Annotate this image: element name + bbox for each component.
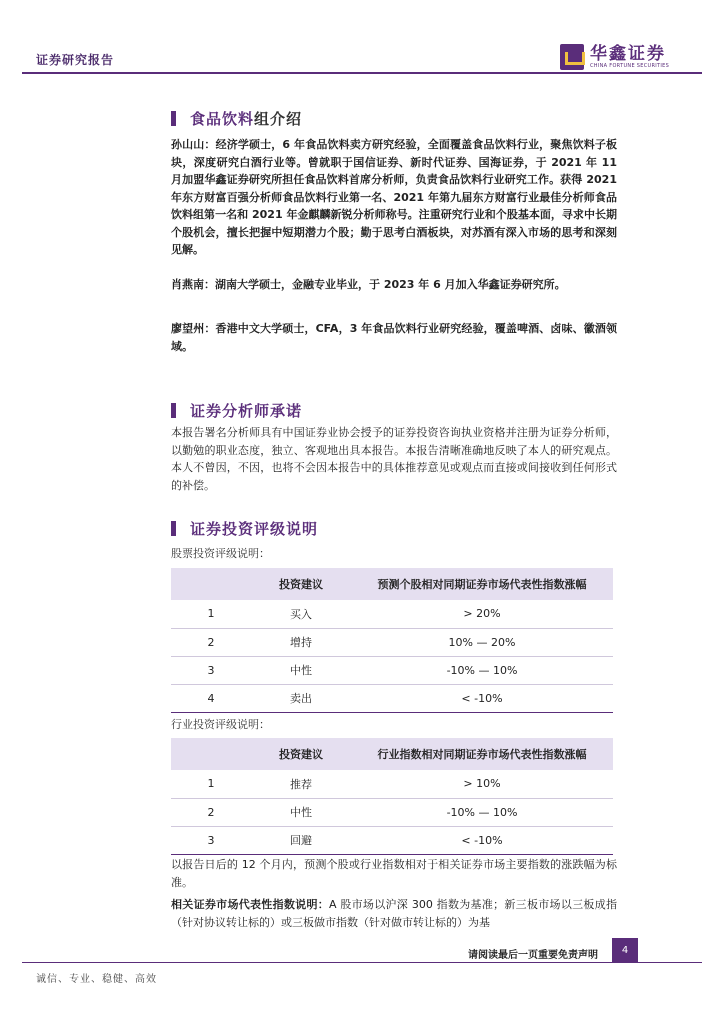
rating-section-heading bbox=[171, 518, 318, 539]
disclaimer-notice: 请阅读最后一页重要免责声明 bbox=[468, 950, 598, 961]
index-label: 相关证券市场代表性指数说明： bbox=[171, 898, 330, 911]
table-cell: 1 bbox=[171, 600, 251, 628]
stock-rating-label: 股票投资评级说明： bbox=[171, 547, 270, 560]
section-marker bbox=[171, 521, 176, 536]
rating-note: 以报告日后的 12 个月内，预测个股或行业指数相对于相关证券市场主要指数的涨跌幅为标准。 bbox=[171, 858, 617, 889]
index-description bbox=[171, 896, 617, 931]
table-cell: 2 bbox=[171, 798, 251, 826]
table-cell: 中性 bbox=[251, 656, 351, 684]
industry-rating-label: 行业投资评级说明： bbox=[171, 718, 270, 731]
member-name-3: 廖望州： bbox=[171, 322, 216, 335]
report-type-label: 证券研究报告 bbox=[36, 53, 115, 67]
table-row bbox=[171, 798, 613, 826]
table-cell: 1 bbox=[171, 770, 251, 798]
page-number: 4 bbox=[612, 938, 638, 962]
member-name-1: 孙山山： bbox=[171, 138, 216, 151]
table-cell: 增持 bbox=[251, 628, 351, 656]
team-title-part1: 食品饮料 bbox=[190, 110, 255, 128]
logo-en-text: CHINA FORTUNE SECURITIES bbox=[590, 62, 670, 69]
table-header-row bbox=[171, 568, 613, 600]
member-bio-2 bbox=[171, 276, 617, 294]
member-text-2: 湖南大学硕士，金融专业毕业，于 2023 年 6 月加入华鑫证券研究所。 bbox=[215, 278, 566, 291]
table-header-cell: 行业指数相对同期证券市场代表性指数涨幅 bbox=[351, 738, 613, 770]
team-title-part2: 组介绍 bbox=[254, 110, 303, 128]
team-section-heading bbox=[171, 108, 302, 129]
section-marker bbox=[171, 111, 176, 126]
commitment-title: 证券分析师承诺 bbox=[190, 402, 303, 420]
table-row bbox=[171, 628, 613, 656]
commitment-text: 本报告署名分析师具有中国证券业协会授予的证券投资咨询执业资格并注册为证券分析师，以勤勉的职业态度，独立、客观地出具本报告。本报告清晰准确地反映了本人的研究观点。本人不曾因，不因，也将不会因本报告中的具体推荐意见或观点而直接或间接收到任何形式的补偿。 bbox=[171, 426, 617, 492]
table-cell: 回避 bbox=[251, 826, 351, 854]
table-cell: -10% — 10% bbox=[351, 798, 613, 826]
member-name-2: 肖燕南： bbox=[171, 278, 215, 291]
table-cell: 推荐 bbox=[251, 770, 351, 798]
logo-cn-text: 华鑫证券 bbox=[590, 43, 666, 64]
member-bio-3 bbox=[171, 320, 617, 355]
table-cell: -10% — 10% bbox=[351, 656, 613, 684]
footer-divider bbox=[22, 962, 702, 963]
section-marker bbox=[171, 403, 176, 418]
table-header-cell bbox=[171, 738, 251, 770]
table-row bbox=[171, 600, 613, 628]
table-cell: < -10% bbox=[351, 684, 613, 712]
table-header-cell: 预测个股相对同期证券市场代表性指数涨幅 bbox=[351, 568, 613, 600]
index-text: A 股市场以沪深 300 指数为基准；新三板市场以三板成指（针对协议转让标的）或三板做市指数（针对做市转让标的）为基 bbox=[171, 898, 617, 929]
table-header-cell bbox=[171, 568, 251, 600]
company-logo bbox=[560, 44, 669, 70]
company-motto: 诚信、专业、稳健、高效 bbox=[36, 974, 157, 985]
table-cell: > 10% bbox=[351, 770, 613, 798]
industry-rating-table bbox=[171, 738, 613, 855]
logo-icon bbox=[560, 44, 584, 70]
table-cell: > 20% bbox=[351, 600, 613, 628]
table-cell: 3 bbox=[171, 826, 251, 854]
table-header-row bbox=[171, 738, 613, 770]
table-cell: 中性 bbox=[251, 798, 351, 826]
table-row bbox=[171, 656, 613, 684]
member-text-3: 香港中文大学硕士，CFA，3 年食品饮料行业研究经验，覆盖啤酒、卤味、徽酒领域。 bbox=[171, 322, 617, 353]
stock-rating-table bbox=[171, 568, 613, 713]
table-row bbox=[171, 770, 613, 798]
table-row bbox=[171, 826, 613, 854]
member-text-1: 经济学硕士，6 年食品饮料卖方研究经验，全面覆盖食品饮料行业，聚焦饮料子板块，深度研究白酒行业等。曾就职于国信证券、新时代证券、国海证券，于 2021 年 11 月加盟华鑫证券研究所担任食品饮料首席分析师，负责食品饮料行业研究工作。获得 2021 年东方财富百强分析师食品饮料行业第一名、2021 年第九届东方财富行业最佳分析师食品饮料组第一名和 2021 年金麒麟新锐分析师称号。注重研究行业和个股基本面，寻求中长期个股机会，擅长把握中短期潜力个股；勤于思考白酒板块，对苏酒有深入市场的思考和深刻见解。 bbox=[171, 138, 618, 256]
table-cell: 卖出 bbox=[251, 684, 351, 712]
commitment-section-heading bbox=[171, 400, 302, 421]
table-header-cell: 投资建议 bbox=[251, 568, 351, 600]
table-cell: 3 bbox=[171, 656, 251, 684]
table-row bbox=[171, 684, 613, 712]
table-header-cell: 投资建议 bbox=[251, 738, 351, 770]
table-cell: 4 bbox=[171, 684, 251, 712]
member-bio-1 bbox=[171, 136, 617, 259]
table-cell: < -10% bbox=[351, 826, 613, 854]
table-cell: 2 bbox=[171, 628, 251, 656]
table-cell: 买入 bbox=[251, 600, 351, 628]
rating-title: 证券投资评级说明 bbox=[190, 520, 319, 538]
table-cell: 10% — 20% bbox=[351, 628, 613, 656]
header-divider bbox=[22, 72, 702, 74]
